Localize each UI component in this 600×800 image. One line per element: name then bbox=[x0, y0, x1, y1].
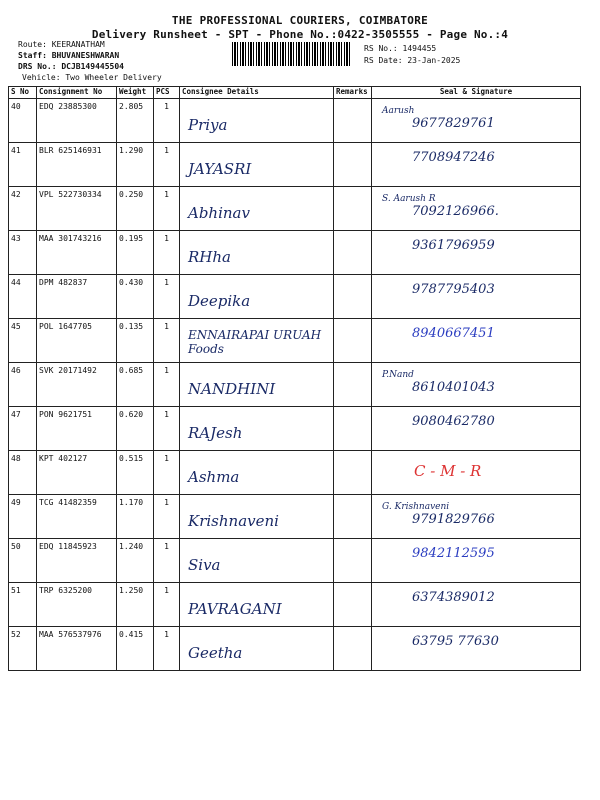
signature-cell bbox=[372, 451, 581, 495]
row-sno: 45 bbox=[9, 319, 37, 363]
signature-phone: 6374389012 bbox=[412, 590, 495, 605]
remarks-cell bbox=[334, 627, 372, 671]
consignee-name: Priya bbox=[188, 116, 228, 134]
row-consignment-no: EDQ 23885300 bbox=[37, 99, 117, 143]
table-row bbox=[9, 583, 581, 627]
row-sno: 44 bbox=[9, 275, 37, 319]
table-row bbox=[9, 407, 581, 451]
consignee-cell bbox=[180, 231, 334, 275]
consignee-cell bbox=[180, 319, 334, 363]
col-pcs: PCS bbox=[154, 87, 180, 99]
table-row bbox=[9, 231, 581, 275]
row-consignment-no: BLR 625146931 bbox=[37, 143, 117, 187]
signature-cell bbox=[372, 187, 581, 231]
consignee-cell bbox=[180, 187, 334, 231]
consignee-name: Deepika bbox=[188, 292, 251, 310]
signature-phone: 9361796959 bbox=[412, 238, 495, 253]
row-consignment-no: EDQ 11845923 bbox=[37, 539, 117, 583]
staff: Staff: BHUVANESHWARAN bbox=[18, 51, 120, 60]
row-weight: 1.290 bbox=[117, 143, 154, 187]
row-weight: 1.250 bbox=[117, 583, 154, 627]
runsheet-table bbox=[8, 86, 581, 671]
signature-cell bbox=[372, 627, 581, 671]
row-pcs: 1 bbox=[154, 275, 180, 319]
row-pcs: 1 bbox=[154, 583, 180, 627]
signature-cell bbox=[372, 231, 581, 275]
row-consignment-no: DPM 482837 bbox=[37, 275, 117, 319]
row-consignment-no: MAA 576537976 bbox=[37, 627, 117, 671]
row-pcs: 1 bbox=[154, 451, 180, 495]
signature-cell bbox=[372, 319, 581, 363]
consignee-name: Ashma bbox=[188, 468, 240, 486]
row-weight: 0.415 bbox=[117, 627, 154, 671]
row-consignment-no: KPT 402127 bbox=[37, 451, 117, 495]
signature-phone: 7708947246 bbox=[412, 150, 495, 165]
signature: S. Aarush R bbox=[382, 194, 436, 204]
row-weight: 0.515 bbox=[117, 451, 154, 495]
consignee-name: PAVRAGANI bbox=[188, 600, 282, 618]
signature-phone: 7092126966. bbox=[412, 204, 499, 219]
remarks-cell bbox=[334, 231, 372, 275]
row-sno: 43 bbox=[9, 231, 37, 275]
consignee-cell bbox=[180, 99, 334, 143]
col-weight: Weight bbox=[117, 87, 154, 99]
row-pcs: 1 bbox=[154, 627, 180, 671]
row-sno: 48 bbox=[9, 451, 37, 495]
rs-no: RS No.: 1494455 bbox=[364, 44, 437, 53]
consignee-name: Geetha bbox=[188, 644, 243, 662]
row-weight: 0.685 bbox=[117, 363, 154, 407]
row-weight: 0.620 bbox=[117, 407, 154, 451]
company-title: THE PROFESSIONAL COURIERS, COIMBATORE bbox=[171, 14, 429, 27]
signature-cell bbox=[372, 539, 581, 583]
signature-cell bbox=[372, 143, 581, 187]
consignee-cell bbox=[180, 407, 334, 451]
row-pcs: 1 bbox=[154, 319, 180, 363]
consignee-cell bbox=[180, 275, 334, 319]
row-weight: 1.240 bbox=[117, 539, 154, 583]
signature: G. Krishnaveni bbox=[382, 502, 450, 512]
signature-phone: 9842112595 bbox=[412, 546, 495, 561]
row-sno: 50 bbox=[9, 539, 37, 583]
row-pcs: 1 bbox=[154, 231, 180, 275]
consignee-name: RAJesh bbox=[188, 424, 243, 442]
row-sno: 52 bbox=[9, 627, 37, 671]
row-consignment-no: MAA 301743216 bbox=[37, 231, 117, 275]
barcode bbox=[232, 42, 350, 66]
row-weight: 0.195 bbox=[117, 231, 154, 275]
remarks-cell bbox=[334, 407, 372, 451]
route: Route: KEERANATHAM bbox=[18, 40, 105, 49]
row-consignment-no: SVK 20171492 bbox=[37, 363, 117, 407]
row-weight: 0.250 bbox=[117, 187, 154, 231]
signature-phone: 9677829761 bbox=[412, 116, 495, 131]
remarks-cell bbox=[334, 539, 372, 583]
consignee-cell bbox=[180, 363, 334, 407]
table-row bbox=[9, 319, 581, 363]
row-sno: 51 bbox=[9, 583, 37, 627]
table-row bbox=[9, 363, 581, 407]
row-sno: 46 bbox=[9, 363, 37, 407]
consignee-name: ENNAIRAPAI URUAH Foods bbox=[188, 328, 322, 356]
signature-cell bbox=[372, 99, 581, 143]
row-sno: 42 bbox=[9, 187, 37, 231]
remarks-cell bbox=[334, 275, 372, 319]
remarks-cell bbox=[334, 143, 372, 187]
consignee-cell bbox=[180, 627, 334, 671]
signature-phone: 8610401043 bbox=[412, 380, 495, 395]
consignee-cell bbox=[180, 451, 334, 495]
remarks-cell bbox=[334, 495, 372, 539]
table-row bbox=[9, 143, 581, 187]
table-row bbox=[9, 187, 581, 231]
remarks-cell bbox=[334, 99, 372, 143]
consignee-name: RHha bbox=[188, 248, 231, 266]
table-row bbox=[9, 451, 581, 495]
row-weight: 1.170 bbox=[117, 495, 154, 539]
row-sno: 49 bbox=[9, 495, 37, 539]
signature-cell bbox=[372, 495, 581, 539]
remarks-cell bbox=[334, 187, 372, 231]
remarks-cell bbox=[334, 583, 372, 627]
row-consignment-no: VPL 522730334 bbox=[37, 187, 117, 231]
signature-cell bbox=[372, 407, 581, 451]
signature-cell bbox=[372, 275, 581, 319]
drs-no: DRS No.: DCJB149445504 bbox=[18, 62, 124, 71]
remarks-cell bbox=[334, 363, 372, 407]
table-row bbox=[9, 539, 581, 583]
signature: P.Nand bbox=[382, 370, 414, 380]
col-consignment: Consignment No bbox=[37, 87, 117, 99]
row-pcs: 1 bbox=[154, 495, 180, 539]
table-row bbox=[9, 627, 581, 671]
col-sno: S No bbox=[9, 87, 37, 99]
row-consignment-no: TCG 41482359 bbox=[37, 495, 117, 539]
signature-phone: 8940667451 bbox=[412, 326, 495, 341]
signature: Aarush bbox=[382, 106, 415, 116]
signature-phone: 9791829766 bbox=[412, 512, 495, 527]
row-pcs: 1 bbox=[154, 143, 180, 187]
row-consignment-no: TRP 6325200 bbox=[37, 583, 117, 627]
table-header bbox=[9, 87, 581, 99]
table-row bbox=[9, 99, 581, 143]
row-weight: 2.805 bbox=[117, 99, 154, 143]
row-pcs: 1 bbox=[154, 363, 180, 407]
signature: C - M - R bbox=[414, 462, 482, 480]
consignee-cell bbox=[180, 539, 334, 583]
row-consignment-no: POL 1647705 bbox=[37, 319, 117, 363]
table-row bbox=[9, 495, 581, 539]
consignee-name: Krishnaveni bbox=[188, 512, 279, 530]
consignee-name: JAYASRI bbox=[188, 160, 252, 178]
consignee-name: Siva bbox=[188, 556, 221, 574]
consignee-name: Abhinav bbox=[188, 204, 250, 222]
row-sno: 40 bbox=[9, 99, 37, 143]
col-remarks: Remarks bbox=[334, 87, 372, 99]
table-row bbox=[9, 275, 581, 319]
row-sno: 41 bbox=[9, 143, 37, 187]
row-pcs: 1 bbox=[154, 407, 180, 451]
signature-phone: 9787795403 bbox=[412, 282, 495, 297]
remarks-cell bbox=[334, 319, 372, 363]
row-consignment-no: PON 9621751 bbox=[37, 407, 117, 451]
consignee-name: NANDHINI bbox=[188, 380, 276, 398]
consignee-cell bbox=[180, 583, 334, 627]
rs-date: RS Date: 23-Jan-2025 bbox=[364, 56, 461, 65]
row-weight: 0.430 bbox=[117, 275, 154, 319]
signature-cell bbox=[372, 583, 581, 627]
signature-phone: 9080462780 bbox=[412, 414, 495, 429]
row-sno: 47 bbox=[9, 407, 37, 451]
row-pcs: 1 bbox=[154, 187, 180, 231]
consignee-cell bbox=[180, 495, 334, 539]
row-pcs: 1 bbox=[154, 539, 180, 583]
vehicle: Vehicle: Two Wheeler Delivery bbox=[22, 73, 162, 82]
consignee-cell bbox=[180, 143, 334, 187]
col-consignee: Consignee Details bbox=[180, 87, 334, 99]
row-pcs: 1 bbox=[154, 99, 180, 143]
signature-cell bbox=[372, 363, 581, 407]
remarks-cell bbox=[334, 451, 372, 495]
signature-phone: 63795 77630 bbox=[412, 634, 499, 649]
row-weight: 0.135 bbox=[117, 319, 154, 363]
col-signature: Seal & Signature bbox=[372, 87, 581, 99]
runsheet-title: Delivery Runsheet - SPT - Phone No.:0422-3505555 - Page No.:4 bbox=[91, 28, 509, 41]
